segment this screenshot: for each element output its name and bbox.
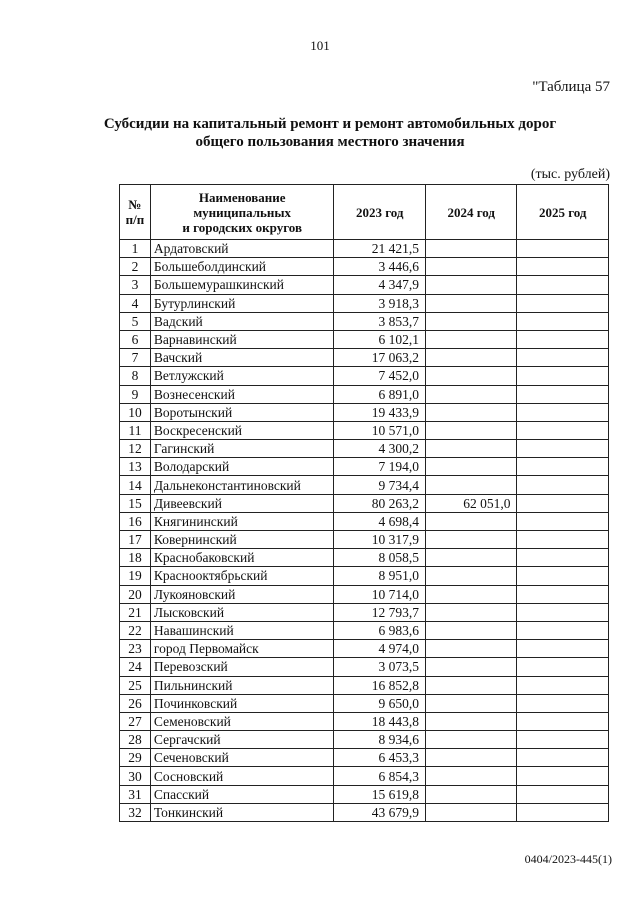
table-row <box>120 276 609 294</box>
row-2024 <box>425 403 517 421</box>
row-number: 13 <box>120 458 151 476</box>
row-2023: 21 421,5 <box>334 240 426 258</box>
row-name: Перевозский <box>150 658 334 676</box>
row-2025 <box>517 731 609 749</box>
table-row <box>120 767 609 785</box>
row-2024 <box>425 731 517 749</box>
row-2023: 19 433,9 <box>334 403 426 421</box>
row-number: 12 <box>120 440 151 458</box>
row-2025 <box>517 603 609 621</box>
row-2024: 62 051,0 <box>425 494 517 512</box>
header-num-line1: № <box>128 197 142 212</box>
row-number: 22 <box>120 621 151 639</box>
row-number: 16 <box>120 512 151 530</box>
row-2023: 9 650,0 <box>334 694 426 712</box>
row-number: 18 <box>120 549 151 567</box>
row-2024 <box>425 767 517 785</box>
row-number: 11 <box>120 421 151 439</box>
row-name: Семеновский <box>150 712 334 730</box>
row-number: 25 <box>120 676 151 694</box>
header-2023: 2023 год <box>334 185 426 240</box>
row-2023: 6 453,3 <box>334 749 426 767</box>
row-name: Пильнинский <box>150 676 334 694</box>
row-number: 6 <box>120 330 151 348</box>
table-body <box>120 240 609 822</box>
table-row <box>120 676 609 694</box>
row-number: 31 <box>120 785 151 803</box>
table-label: "Таблица 57 <box>532 79 610 95</box>
row-2025 <box>517 749 609 767</box>
table-row <box>120 476 609 494</box>
row-2024 <box>425 349 517 367</box>
row-number: 15 <box>120 494 151 512</box>
row-name: Воротынский <box>150 403 334 421</box>
row-2023: 7 194,0 <box>334 458 426 476</box>
row-name: Вознесенский <box>150 385 334 403</box>
row-name: Гагинский <box>150 440 334 458</box>
row-number: 4 <box>120 294 151 312</box>
row-number: 17 <box>120 531 151 549</box>
row-number: 23 <box>120 640 151 658</box>
row-name: город Первомайск <box>150 640 334 658</box>
row-number: 32 <box>120 803 151 821</box>
row-name: Варнавинский <box>150 330 334 348</box>
row-name: Ветлужский <box>150 367 334 385</box>
row-2023: 16 852,8 <box>334 676 426 694</box>
row-2025 <box>517 621 609 639</box>
page-number: 101 <box>310 38 330 53</box>
row-2025 <box>517 421 609 439</box>
row-number: 19 <box>120 567 151 585</box>
row-2023: 3 918,3 <box>334 294 426 312</box>
row-2024 <box>425 785 517 803</box>
row-2024 <box>425 458 517 476</box>
table-row <box>120 294 609 312</box>
header-name-line3: и городских округов <box>182 219 302 235</box>
row-number: 3 <box>120 276 151 294</box>
table-row <box>120 312 609 330</box>
row-2024 <box>425 712 517 730</box>
row-2023: 3 853,7 <box>334 312 426 330</box>
table-row <box>120 567 609 585</box>
row-2025 <box>517 694 609 712</box>
row-2024 <box>425 621 517 639</box>
row-name: Починковский <box>150 694 334 712</box>
row-2024 <box>425 294 517 312</box>
document-title <box>60 115 600 151</box>
row-2024 <box>425 749 517 767</box>
subsidies-table <box>119 184 609 822</box>
row-2023: 4 698,4 <box>334 512 426 530</box>
row-2023: 80 263,2 <box>334 494 426 512</box>
header-2024: 2024 год <box>425 185 517 240</box>
row-2024 <box>425 531 517 549</box>
row-name: Лукояновский <box>150 585 334 603</box>
row-2025 <box>517 330 609 348</box>
row-2024 <box>425 476 517 494</box>
row-number: 26 <box>120 694 151 712</box>
row-name: Воскресенский <box>150 421 334 439</box>
row-name: Вачский <box>150 349 334 367</box>
row-2023: 9 734,4 <box>334 476 426 494</box>
row-2025 <box>517 367 609 385</box>
table-row <box>120 385 609 403</box>
table-row <box>120 421 609 439</box>
table-row <box>120 731 609 749</box>
row-2025 <box>517 512 609 530</box>
row-2023: 6 854,3 <box>334 767 426 785</box>
header-num-line2: п/п <box>125 212 145 227</box>
row-name: Дальнеконстантиновский <box>150 476 334 494</box>
row-2025 <box>517 349 609 367</box>
row-2023: 7 452,0 <box>334 367 426 385</box>
table-row <box>120 640 609 658</box>
row-2023: 10 317,9 <box>334 531 426 549</box>
row-2025 <box>517 549 609 567</box>
table-row <box>120 585 609 603</box>
row-2024 <box>425 440 517 458</box>
table-row <box>120 330 609 348</box>
row-2024 <box>425 240 517 258</box>
row-2024 <box>425 367 517 385</box>
row-2024 <box>425 640 517 658</box>
table-row <box>120 785 609 803</box>
row-2024 <box>425 512 517 530</box>
row-name: Сеченовский <box>150 749 334 767</box>
title-line-1: Субсидии на капитальный ремонт и ремонт автомобильных дорог <box>103 116 557 132</box>
row-2024 <box>425 276 517 294</box>
table-row <box>120 512 609 530</box>
row-2025 <box>517 585 609 603</box>
row-number: 1 <box>120 240 151 258</box>
row-number: 8 <box>120 367 151 385</box>
row-number: 24 <box>120 658 151 676</box>
row-name: Краснобаковский <box>150 549 334 567</box>
row-number: 5 <box>120 312 151 330</box>
header-name-line1: Наименование <box>198 189 286 205</box>
row-2025 <box>517 712 609 730</box>
row-2024 <box>425 658 517 676</box>
table-row <box>120 458 609 476</box>
row-2025 <box>517 403 609 421</box>
row-2023: 17 063,2 <box>334 349 426 367</box>
row-2023: 4 347,9 <box>334 276 426 294</box>
row-number: 7 <box>120 349 151 367</box>
row-2025 <box>517 658 609 676</box>
row-name: Вадский <box>150 312 334 330</box>
header-name <box>150 185 334 240</box>
table-row <box>120 367 609 385</box>
row-name: Володарский <box>150 458 334 476</box>
row-2024 <box>425 549 517 567</box>
row-2023: 3 073,5 <box>334 658 426 676</box>
header-2025: 2025 год <box>517 185 609 240</box>
row-2023: 6 891,0 <box>334 385 426 403</box>
row-2025 <box>517 676 609 694</box>
row-2025 <box>517 767 609 785</box>
row-name: Лысковский <box>150 603 334 621</box>
table-row <box>120 549 609 567</box>
row-2023: 18 443,8 <box>334 712 426 730</box>
row-2025 <box>517 440 609 458</box>
row-2025 <box>517 294 609 312</box>
table-row <box>120 494 609 512</box>
table-row <box>120 349 609 367</box>
table-row <box>120 658 609 676</box>
table-row <box>120 531 609 549</box>
row-2025 <box>517 494 609 512</box>
row-2024 <box>425 421 517 439</box>
row-name: Ардатовский <box>150 240 334 258</box>
row-2024 <box>425 567 517 585</box>
title-line-2: общего пользования местного значения <box>195 134 465 150</box>
row-name: Сосновский <box>150 767 334 785</box>
row-2025 <box>517 640 609 658</box>
row-2025 <box>517 785 609 803</box>
row-number: 20 <box>120 585 151 603</box>
row-name: Тонкинский <box>150 803 334 821</box>
row-2023: 12 793,7 <box>334 603 426 621</box>
table-row <box>120 803 609 821</box>
row-number: 27 <box>120 712 151 730</box>
row-name: Бутурлинский <box>150 294 334 312</box>
row-number: 28 <box>120 731 151 749</box>
row-2023: 6 102,1 <box>334 330 426 348</box>
row-2023: 10 714,0 <box>334 585 426 603</box>
row-2023: 6 983,6 <box>334 621 426 639</box>
row-number: 10 <box>120 403 151 421</box>
row-number: 29 <box>120 749 151 767</box>
row-2023: 43 679,9 <box>334 803 426 821</box>
row-2024 <box>425 585 517 603</box>
row-2024 <box>425 385 517 403</box>
row-2024 <box>425 312 517 330</box>
row-2024 <box>425 694 517 712</box>
row-number: 14 <box>120 476 151 494</box>
row-2024 <box>425 603 517 621</box>
row-2023: 8 058,5 <box>334 549 426 567</box>
row-2025 <box>517 312 609 330</box>
table-row <box>120 603 609 621</box>
row-name: Большемурашкинский <box>150 276 334 294</box>
row-number: 30 <box>120 767 151 785</box>
table-row <box>120 258 609 276</box>
row-2024 <box>425 258 517 276</box>
row-2025 <box>517 567 609 585</box>
table-row <box>120 621 609 639</box>
row-name: Краснооктябрьский <box>150 567 334 585</box>
table-header-row <box>120 185 609 240</box>
row-2025 <box>517 240 609 258</box>
row-name: Сергачский <box>150 731 334 749</box>
table-row <box>120 712 609 730</box>
table-row <box>120 694 609 712</box>
row-name: Большеболдинский <box>150 258 334 276</box>
table-row <box>120 240 609 258</box>
row-number: 2 <box>120 258 151 276</box>
row-2023: 4 300,2 <box>334 440 426 458</box>
row-2025 <box>517 258 609 276</box>
row-2023: 8 951,0 <box>334 567 426 585</box>
row-2025 <box>517 458 609 476</box>
row-name: Княгининский <box>150 512 334 530</box>
row-2024 <box>425 803 517 821</box>
row-name: Дивеевский <box>150 494 334 512</box>
row-2025 <box>517 385 609 403</box>
row-2024 <box>425 676 517 694</box>
footer-code: 0404/2023-445(1) <box>524 852 612 866</box>
row-2025 <box>517 476 609 494</box>
row-2025 <box>517 276 609 294</box>
header-name-line2: муниципальных <box>193 204 292 220</box>
row-2025 <box>517 803 609 821</box>
row-2023: 8 934,6 <box>334 731 426 749</box>
row-2023: 3 446,6 <box>334 258 426 276</box>
row-number: 21 <box>120 603 151 621</box>
table-row <box>120 403 609 421</box>
table-row <box>120 749 609 767</box>
row-2023: 10 571,0 <box>334 421 426 439</box>
row-2025 <box>517 531 609 549</box>
unit-label: (тыс. рублей) <box>530 167 610 182</box>
row-name: Спасский <box>150 785 334 803</box>
row-2023: 15 619,8 <box>334 785 426 803</box>
row-name: Ковернинский <box>150 531 334 549</box>
row-2023: 4 974,0 <box>334 640 426 658</box>
row-2024 <box>425 330 517 348</box>
row-name: Навашинский <box>150 621 334 639</box>
row-number: 9 <box>120 385 151 403</box>
table-row <box>120 440 609 458</box>
header-num <box>120 185 151 240</box>
